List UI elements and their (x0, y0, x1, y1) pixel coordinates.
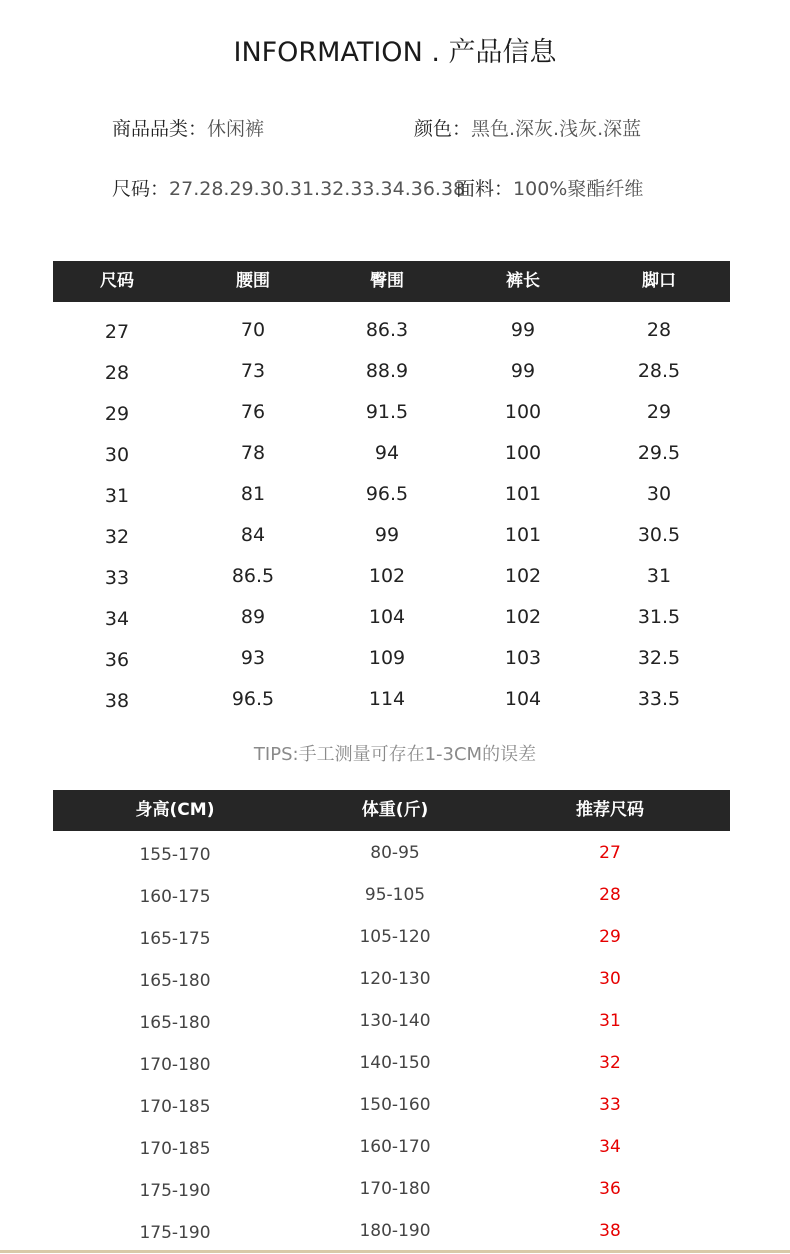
cell-hem: 29.5 (637, 442, 681, 464)
cell-hem: 31 (646, 565, 672, 587)
cell-weight: 130-140 (359, 1011, 431, 1031)
cell-waist: 73 (240, 360, 266, 382)
size-info (112, 174, 465, 201)
category-value: 休闲裤 (207, 118, 265, 140)
table-row (53, 1169, 730, 1210)
cell-hip: 94 (374, 442, 400, 464)
table-row (53, 917, 730, 958)
cell-length: 100 (504, 442, 542, 464)
cell-size: 33 (104, 567, 130, 589)
cell-weight: 95-105 (364, 885, 426, 905)
table-row (53, 1211, 730, 1252)
table-row (53, 351, 730, 392)
cell-height: 175-190 (139, 1181, 211, 1201)
category-label: 商品品类： (112, 118, 208, 140)
cell-waist: 78 (240, 442, 266, 464)
cell-hip: 96.5 (365, 483, 409, 505)
size-label: 尺码： (112, 178, 170, 200)
table-row (53, 474, 730, 515)
cell-recommend-size: 30 (599, 969, 621, 989)
cell-hem: 30 (646, 483, 672, 505)
cell-hem: 30.5 (637, 524, 681, 546)
color-info (414, 114, 641, 141)
table-row (53, 638, 730, 679)
cell-weight: 180-190 (359, 1221, 431, 1241)
table-row (53, 959, 730, 1000)
cell-hem: 29 (646, 401, 672, 423)
cell-recommend-size: 33 (599, 1095, 621, 1115)
table-row (53, 515, 730, 556)
cell-hip: 99 (374, 524, 400, 546)
cell-waist: 86.5 (231, 565, 275, 587)
cell-length: 100 (504, 401, 542, 423)
cell-weight: 105-120 (359, 927, 431, 947)
cell-waist: 93 (240, 647, 266, 669)
cell-height: 175-190 (139, 1223, 211, 1243)
cell-hip: 91.5 (365, 401, 409, 423)
cell-recommend-size: 38 (599, 1221, 621, 1241)
fabric-info (456, 174, 643, 201)
size-table-header (53, 261, 730, 302)
cell-height: 160-175 (139, 887, 211, 907)
cell-waist: 70 (240, 319, 266, 341)
cell-height: 165-180 (139, 1013, 211, 1033)
cell-length: 99 (510, 360, 536, 382)
header-recommend-size: 推荐尺码 (576, 800, 644, 820)
table-row (53, 1001, 730, 1042)
cell-waist: 76 (240, 401, 266, 423)
table-row (53, 433, 730, 474)
size-value: 27.28.29.30.31.32.33.34.36.38 (169, 178, 466, 200)
table-row (53, 679, 730, 720)
page-title: INFORMATION . 产品信息 (233, 37, 557, 68)
cell-height: 170-180 (139, 1055, 211, 1075)
cell-recommend-size: 36 (599, 1179, 621, 1199)
color-value: 黑色.深灰.浅灰.深蓝 (471, 118, 642, 140)
cell-recommend-size: 32 (599, 1053, 621, 1073)
recommend-table-header (53, 790, 730, 831)
cell-recommend-size: 27 (599, 843, 621, 863)
cell-recommend-size: 28 (599, 885, 621, 905)
cell-height: 165-175 (139, 929, 211, 949)
cell-size: 31 (104, 485, 130, 507)
table-row (53, 597, 730, 638)
cell-height: 170-185 (139, 1097, 211, 1117)
cell-length: 102 (504, 606, 542, 628)
header-hip: 臀围 (370, 271, 404, 291)
fabric-value: 100%聚酯纤维 (513, 178, 644, 200)
cell-length: 101 (504, 524, 542, 546)
cell-weight: 80-95 (370, 843, 420, 863)
cell-size: 29 (104, 403, 130, 425)
cell-waist: 89 (240, 606, 266, 628)
cell-weight: 160-170 (359, 1137, 431, 1157)
cell-size: 27 (104, 321, 130, 343)
cell-size: 34 (104, 608, 130, 630)
cell-size: 30 (104, 444, 130, 466)
fabric-label: 面料： (456, 178, 514, 200)
cell-hip: 109 (368, 647, 406, 669)
cell-size: 28 (104, 362, 130, 384)
header-length: 裤长 (506, 271, 540, 291)
cell-height: 155-170 (139, 845, 211, 865)
table-row (53, 875, 730, 916)
cell-size: 38 (104, 690, 130, 712)
cell-height: 170-185 (139, 1139, 211, 1159)
tips-note: TIPS:手工测量可存在1-3CM的误差 (253, 744, 537, 765)
cell-length: 103 (504, 647, 542, 669)
table-row (53, 1043, 730, 1084)
cell-hem: 28 (646, 319, 672, 341)
table-row (53, 392, 730, 433)
cell-weight: 150-160 (359, 1095, 431, 1115)
cell-length: 102 (504, 565, 542, 587)
table-row (53, 1085, 730, 1126)
header-size: 尺码 (100, 271, 134, 291)
header-weight: 体重(斤) (361, 800, 429, 820)
table-row (53, 310, 730, 351)
cell-hip: 88.9 (365, 360, 409, 382)
cell-weight: 140-150 (359, 1053, 431, 1073)
cell-waist: 96.5 (231, 688, 275, 710)
cell-hip: 86.3 (365, 319, 409, 341)
cell-recommend-size: 31 (599, 1011, 621, 1031)
cell-hip: 102 (368, 565, 406, 587)
cell-hip: 104 (368, 606, 406, 628)
cell-length: 99 (510, 319, 536, 341)
header-waist: 腰围 (236, 271, 270, 291)
table-row (53, 1127, 730, 1168)
cell-hem: 31.5 (637, 606, 681, 628)
cell-size: 32 (104, 526, 130, 548)
cell-length: 104 (504, 688, 542, 710)
header-height: 身高(CM) (135, 800, 215, 820)
cell-weight: 120-130 (359, 969, 431, 989)
cell-height: 165-180 (139, 971, 211, 991)
color-label: 颜色： (414, 118, 472, 140)
cell-recommend-size: 29 (599, 927, 621, 947)
table-row (53, 556, 730, 597)
header-hem: 脚口 (642, 271, 676, 291)
table-row (53, 833, 730, 874)
cell-waist: 81 (240, 483, 266, 505)
cell-waist: 84 (240, 524, 266, 546)
cell-hem: 32.5 (637, 647, 681, 669)
cell-hem: 33.5 (637, 688, 681, 710)
cell-weight: 170-180 (359, 1179, 431, 1199)
cell-recommend-size: 34 (599, 1137, 621, 1157)
cell-size: 36 (104, 649, 130, 671)
cell-length: 101 (504, 483, 542, 505)
cell-hip: 114 (368, 688, 406, 710)
category-info (112, 114, 264, 141)
cell-hem: 28.5 (637, 360, 681, 382)
